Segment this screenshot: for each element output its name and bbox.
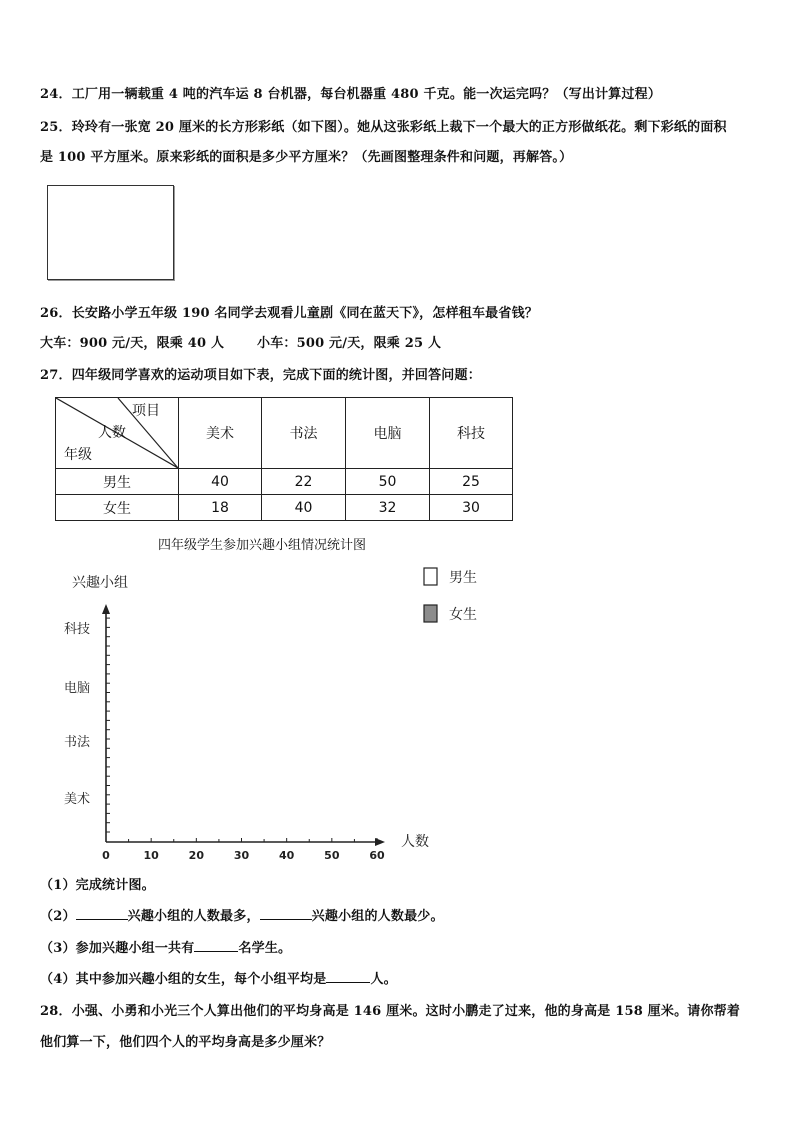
chart-title: 四年级学生参加兴趣小组情况统计图 [158, 538, 367, 553]
sub3-prefix: （3）参加兴趣小组一共有 [40, 941, 195, 956]
x-tick-label: 30 [233, 849, 250, 860]
rectangle-paper-figure [47, 185, 174, 280]
question-26-line1: 26．长安路小学五年级 190 名同学去观看儿童剧《同在蓝天下》，怎样租车最省钱？ [40, 306, 538, 321]
legend-label: 男生 [449, 570, 477, 586]
x-tick-label: 40 [279, 849, 295, 860]
table-header-grade: 年级 [64, 447, 92, 463]
table-col-header: 美术 [179, 398, 262, 469]
question-25-line2: 是 100 平方厘米。原来彩纸的面积是多少平方厘米？（先画图整理条件和问题，再解答。） [40, 150, 573, 165]
sub4-prefix: （4）其中参加兴趣小组的女生，每个小组平均是 [40, 972, 327, 987]
y-category-label: 美术 [64, 792, 91, 807]
table-cell: 50 [346, 469, 430, 495]
sub2-mid: 兴趣小组的人数最多， [127, 909, 260, 924]
y-category-label: 书法 [64, 735, 91, 750]
table-cell: 30 [430, 495, 513, 521]
x-tick-label: 20 [188, 849, 204, 860]
legend-swatch [424, 568, 437, 585]
y-axis-arrow [102, 604, 110, 614]
y-axis-label: 兴趣小组 [72, 575, 128, 591]
x-tick-label: 10 [143, 849, 159, 860]
x-tick-label: 60 [369, 849, 385, 860]
sub-question-2 [40, 905, 444, 924]
legend-label: 女生 [449, 607, 477, 623]
sub2-prefix: （2） [40, 909, 76, 924]
question-25-line1: 25．玲玲有一张宽 20 厘米的长方形彩纸（如下图）。她从这张彩纸上裁下一个最大的正方形做纸花。剩下彩纸的面积 [40, 120, 727, 135]
table-row [56, 469, 513, 495]
table-header-count: 人数 [98, 425, 126, 441]
x-tick-label: 0 [102, 849, 110, 860]
table-cell: 40 [262, 495, 346, 521]
answer-blank[interactable] [260, 907, 312, 920]
table-row [56, 495, 513, 521]
table-cell: 25 [430, 469, 513, 495]
sub-question-1: （1）完成统计图。 [40, 878, 155, 893]
x-axis-label: 人数 [401, 834, 429, 850]
table-header-diagonal-cell [56, 398, 179, 469]
table-cell: 32 [346, 495, 430, 521]
table-row-label: 男生 [56, 469, 179, 495]
answer-blank[interactable] [76, 907, 128, 920]
table-row-label: 女生 [56, 495, 179, 521]
sub2-end: 兴趣小组的人数最少。 [311, 909, 444, 924]
sports-table [55, 397, 513, 521]
table-header-item: 项目 [132, 403, 160, 419]
bar-chart [0, 560, 794, 860]
y-category-label: 电脑 [64, 681, 91, 696]
legend-swatch [424, 605, 437, 622]
question-28-line1: 28．小强、小勇和小光三个人算出他们的平均身高是 146 厘米。这时小鹏走了过来，他的身高是 158 厘米。请你帮着 [40, 1004, 741, 1019]
y-category-label: 科技 [64, 622, 91, 637]
question-24: 24．工厂用一辆载重 4 吨的汽车运 8 台机器，每台机器重 480 千克。能一次运完吗？（写出计算过程） [40, 87, 662, 102]
table-col-header: 书法 [262, 398, 346, 469]
question-28-line2: 他们算一下，他们四个人的平均身高是多少厘米？ [40, 1035, 331, 1050]
question-26-small-bus: 小车：500 元/天，限乘 25 人 [257, 336, 442, 351]
question-27: 27．四年级同学喜欢的运动项目如下表，完成下面的统计图，并回答问题： [40, 368, 481, 383]
table-col-header: 电脑 [346, 398, 430, 469]
answer-blank[interactable] [194, 939, 238, 952]
answer-blank[interactable] [326, 970, 370, 983]
x-tick-label: 50 [324, 849, 340, 860]
question-26-big-bus: 大车：900 元/天，限乘 40 人 [40, 336, 225, 351]
table-cell: 40 [179, 469, 262, 495]
table-col-header: 科技 [430, 398, 513, 469]
sub3-end: 名学生。 [238, 941, 292, 956]
table-cell: 22 [262, 469, 346, 495]
table-cell: 18 [179, 495, 262, 521]
sub4-end: 人。 [370, 972, 397, 987]
sub-question-3 [40, 937, 291, 956]
sub-question-4 [40, 968, 397, 987]
